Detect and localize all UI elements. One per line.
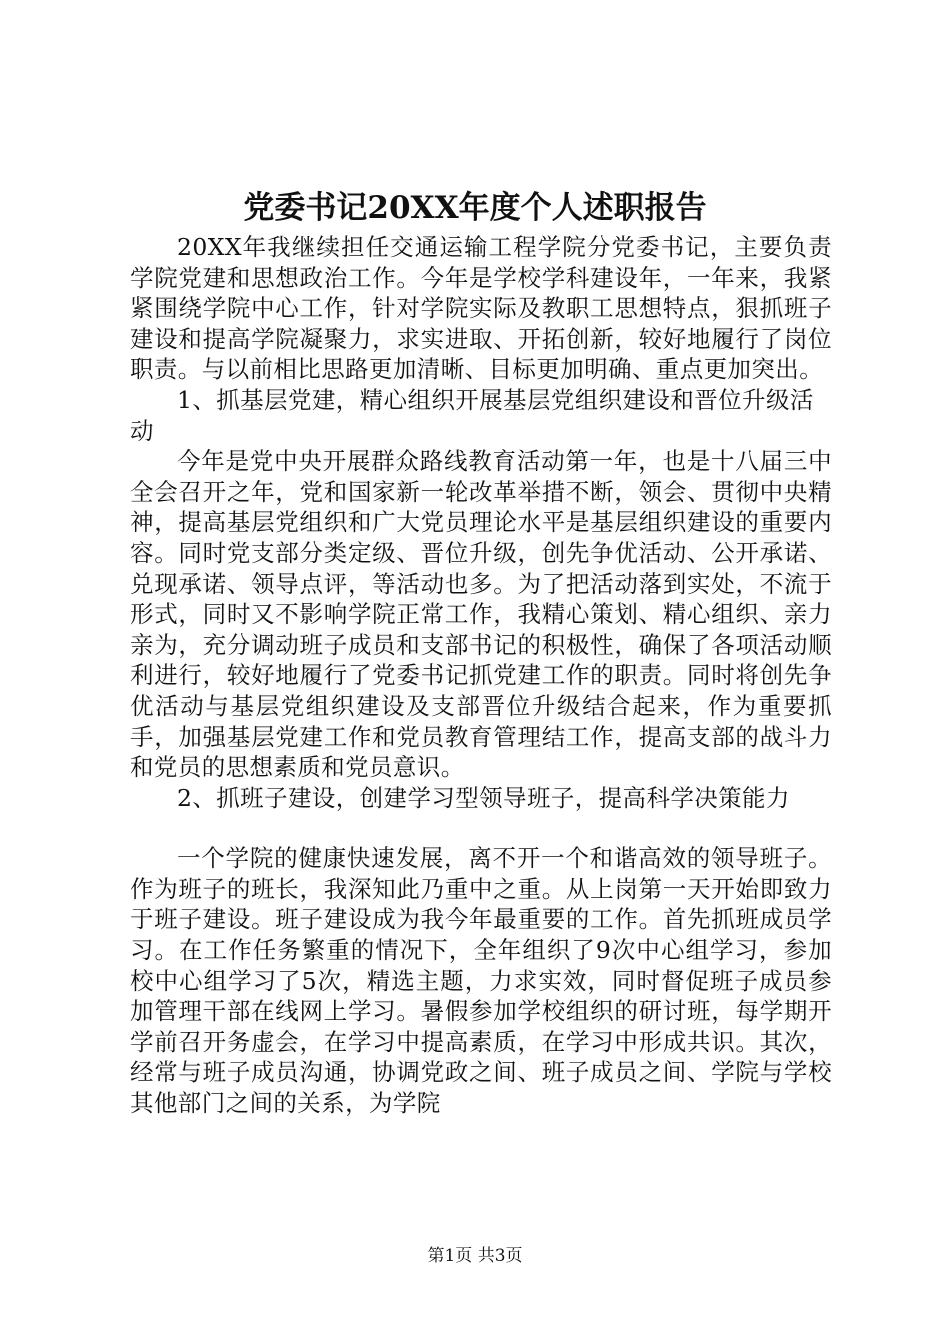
section-heading-2: 2、抓班子建设，创建学习型领导班子，提高科学决策能力	[177, 783, 790, 812]
paragraph-party-building: 今年是党中央开展群众路线教育活动第一年，也是十八届三中全会召开之年，党和国家新一轮改革举措不断，领会、贯彻中央精神，提高基层党组织和广大党员理论水平是基层组织建设的重要内容。同时党支部分类定级、晋位升级，创先争优活动、公开承诺、兑现承诺、领导点评，等活动也多。为了把活动落到实处，不流于形式，同时又不影响学院正常工作，我精心策划、精心组织、亲力亲为，充分调动班子成员和支部书记的积极性，确保了各项活动顺利进行，较好地履行了党委书记抓党建工作的职责。同时将创先争优活动与基层党组织建设及支部晋位升级结合起来，作为重要抓手，加强基层党建工作和党员教育管理结工作，提高支部的战斗力和党员的思想素质和党员意识。	[130, 447, 832, 782]
document-title: 党委书记20XX年度个人述职报告	[243, 190, 707, 226]
document-body	[130, 232, 832, 1119]
page-footer: 第1页 共3页	[427, 1246, 523, 1266]
paragraph-team-building: 一个学院的健康快速发展，离不开一个和谐高效的领导班子。作为班子的班长，我深知此乃重中之重。从上岗第一天开始即致力于班子建设。班子建设成为我今年最重要的工作。首先抓班成员学习。在工作任务繁重的情况下，全年组织了9次中心组学习，参加校中心组学习了5次，精选主题，力求实效，同时督促班子成员参加管理干部在线网上学习。暑假参加学校组织的研讨班，每学期开学前召开务虚会，在学习中提高素质，在学习中形成共识。其次，经常与班子成员沟通，协调党政之间、班子成员之间、学院与学校其他部门之间的关系，为学院	[130, 844, 832, 1118]
paragraph-gap	[130, 813, 832, 843]
paragraph-intro: 20XX年我继续担任交通运输工程学院分党委书记，主要负责学院党建和思想政治工作。今年是学校学科建设年，一年来，我紧紧围绕学院中心工作，针对学院实际及教职工思想特点，狠抓班子建设和提高学院凝聚力，求实进取、开拓创新，较好地履行了岗位职责。与以前相比思路更加清晰、目标更加明确、重点更加突出。	[130, 233, 832, 384]
section-heading-1: 1、抓基层党建，精心组织开展基层党组织建设和晋位升级活动	[130, 385, 814, 445]
